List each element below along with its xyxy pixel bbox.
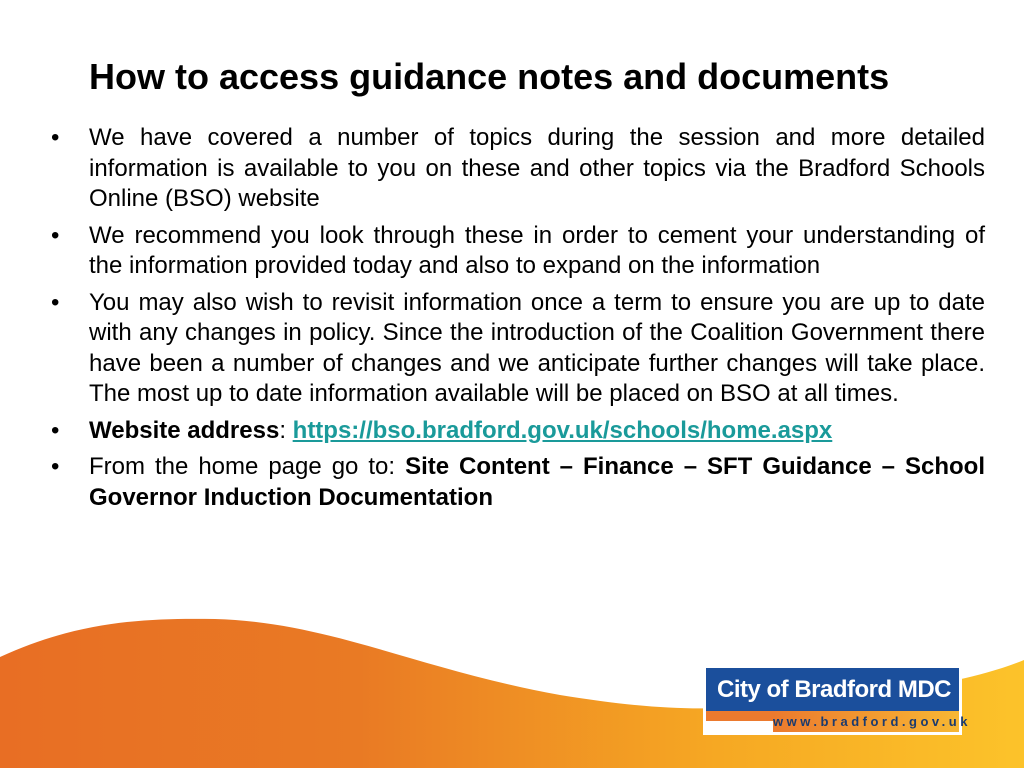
bullet: • — [51, 453, 60, 480]
bullet-list — [51, 123, 986, 519]
list-item — [51, 123, 985, 215]
page-title: How to access guidance notes and documents — [89, 56, 890, 97]
bradford-logo — [703, 666, 971, 735]
item-text: From the home page go to: — [89, 453, 406, 480]
list-item — [51, 288, 985, 410]
item-text: We have covered a number of topics during the session and more detailed information is available to you on these and other topics via the Bradford Schools Online (BSO) website — [89, 124, 985, 212]
item-text: We recommend you look through these in order to cement your understanding of the information provided today and also to expand on the information — [89, 221, 985, 279]
list-item — [51, 221, 985, 282]
bullet: • — [51, 416, 60, 444]
logo-stripe — [706, 711, 773, 721]
list-item — [51, 452, 986, 513]
website-label: Website address — [89, 416, 280, 444]
separator: : — [279, 416, 293, 444]
website-link[interactable]: https://bso.bradford.gov.uk/schools/home.aspx — [292, 416, 833, 444]
logo-url: www.bradford.gov.uk — [773, 711, 959, 732]
bullet: • — [51, 288, 60, 316]
logo-name: City of Bradford MDC — [706, 668, 959, 711]
navigation-path: Site Content – Finance – SFT Guidance – School Governor Induction Documentation — [89, 453, 986, 511]
bullet: • — [51, 221, 60, 249]
bullet: • — [51, 124, 60, 151]
item-text: You may also wish to revisit information once a term to ensure you are up to date with any changes in policy. Since the introduction of the Coalition Government there have been a number of changes and we anticipate further changes will take place. The most up to date information available will be placed on BSO at all times. — [89, 288, 985, 407]
list-item — [51, 416, 985, 447]
